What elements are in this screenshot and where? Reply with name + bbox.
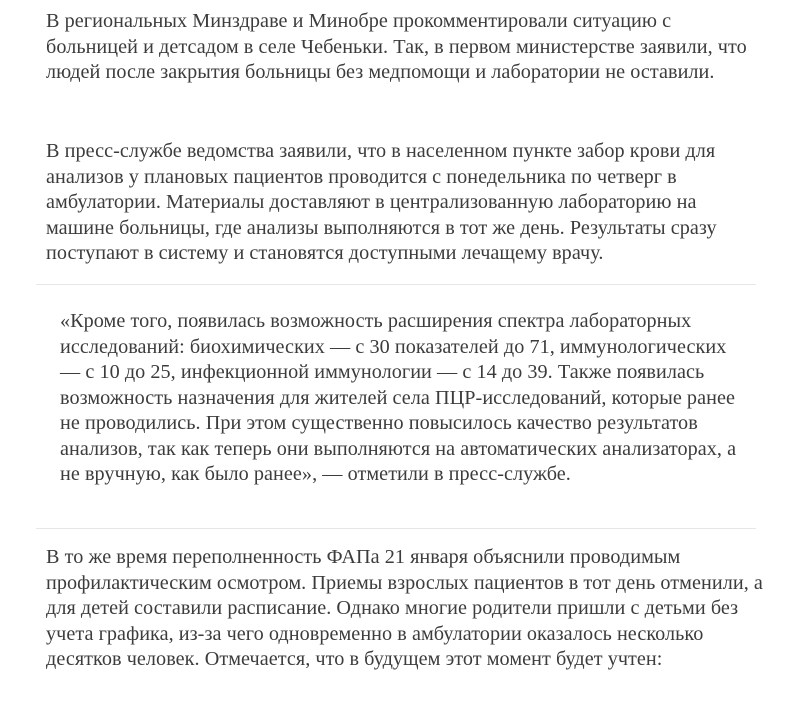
paragraph-fap-overcrowding: В то же время переполненность ФАПа 21 января объяснили проводимым профилактическим осмотром. Приемы взрослых пациентов в тот день отменили, а для детей составили расписание. Однако многие родители пришли с детьми без учета графика, из-за чего одновременно в амбулатории оказалось несколько десятков человек. Отмечается, что в будущем этот момент будет учтен: bbox=[46, 546, 763, 670]
blockquote-press-service: «Кроме того, появилась возможность расширения спектра лабораторных исследований: биохимических — с 30 показателей до 71, иммунологических — с 10 до 25, инфекционной иммунологии — с 14 до 39. Также появилась возможность назначения для жителей села ПЦР-исследований, которые ранее не проводились. При этом существенно повысилось качество результатов анализов, так как теперь они выполняются на автоматических анализаторах, а не вручную, как было ранее», — отметили в пресс-службе. bbox=[60, 310, 737, 485]
quote-divider-top bbox=[36, 284, 756, 285]
paragraph-ministries-comment: В региональных Минздраве и Минобре прокомментировали ситуацию с больницей и детсадом в селе Чебеньки. Так, в первом министерстве заявили, что людей после закрытия больницы без медпомощи и лаборатории не оставили. bbox=[46, 10, 747, 83]
quote-divider-bottom bbox=[36, 528, 756, 529]
paragraph-press-service: В пресс-службе ведомства заявили, что в населенном пункте забор крови для анализов у плановых пациентов проводится с понедельника по четверг в амбулатории. Материалы доставляют в централизованную лабораторию на машине больницы, где анализы выполняются в тот же день. Результаты сразу поступают в систему и становятся доступными лечащему врачу. bbox=[46, 140, 717, 264]
